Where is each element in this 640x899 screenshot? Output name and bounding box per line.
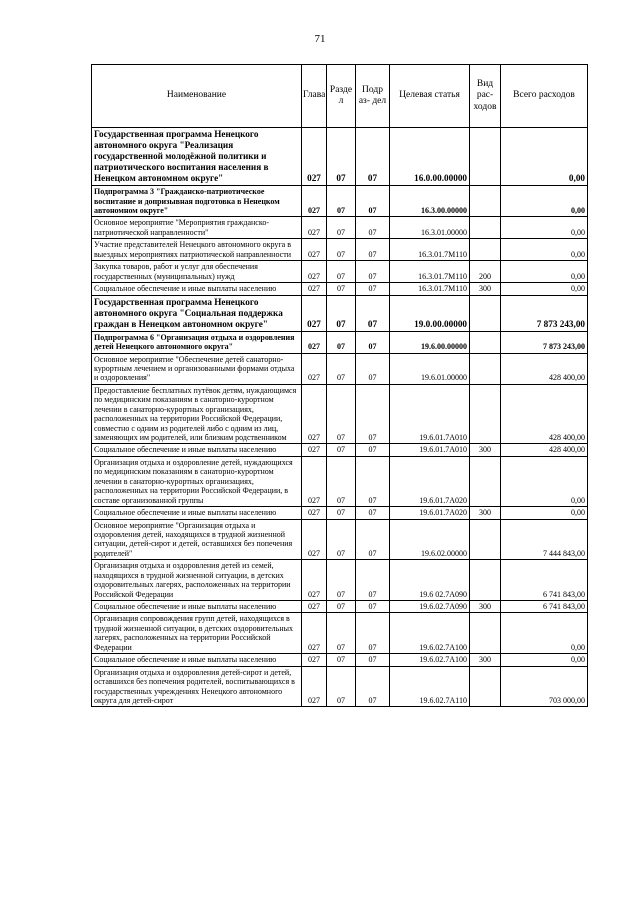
table-row — [92, 384, 588, 444]
row-name: Закупка товаров, работ и услуг для обеспечения государственных (муниципальных) нужд — [92, 261, 302, 283]
header-target-article: Целевая статья — [390, 65, 470, 128]
row-expense-type — [470, 331, 501, 353]
row-name: Социальное обеспечение и иные выплаты населению — [92, 283, 302, 295]
row-target-article: 19.6.01.00000 — [390, 353, 470, 384]
row-section: 07 — [327, 353, 356, 384]
row-name: Государственная программа Ненецкого автономного округа "Реализация государственной молодёжной политики и патриотического воспитания населения в Ненецком автономном округе" — [92, 128, 302, 186]
table-row — [92, 507, 588, 519]
table-row — [92, 519, 588, 560]
row-target-article: 19.6.02.00000 — [390, 519, 470, 560]
row-target-article: 19.6.02.7А090 — [390, 601, 470, 613]
row-subsection: 07 — [356, 186, 390, 217]
row-chapter: 027 — [302, 666, 327, 707]
row-section: 07 — [327, 384, 356, 444]
row-name: Основное мероприятие "Организация отдыха и оздоровления детей, находящихся в трудной жизненной ситуации, детей-сирот и детей, оставшихся без попечения родителей" — [92, 519, 302, 560]
table-row — [92, 331, 588, 353]
row-expense-type — [470, 456, 501, 506]
table-row — [92, 128, 588, 186]
row-subsection: 07 — [356, 456, 390, 506]
row-amount: 703 000,00 — [501, 666, 588, 707]
table-row — [92, 654, 588, 666]
row-target-article: 16.3.00.00000 — [390, 186, 470, 217]
row-expense-type — [470, 295, 501, 331]
row-section: 07 — [327, 654, 356, 666]
row-chapter: 027 — [302, 601, 327, 613]
row-amount: 0,00 — [501, 186, 588, 217]
row-expense-type — [470, 217, 501, 239]
row-name: Организация сопровождения групп детей, находящихся в трудной жизненной ситуации, в детских оздоровительных лагерях, расположенных на территории Российской Федерации — [92, 613, 302, 654]
row-name: Государственная программа Ненецкого автономного округа "Социальная поддержка граждан в Ненецком автономном округе" — [92, 295, 302, 331]
row-chapter: 027 — [302, 560, 327, 601]
row-chapter: 027 — [302, 295, 327, 331]
table-row — [92, 283, 588, 295]
row-subsection: 07 — [356, 331, 390, 353]
row-chapter: 027 — [302, 456, 327, 506]
row-name: Основное мероприятие "Мероприятия гражданско-патриотической направленности" — [92, 217, 302, 239]
row-target-article: 19.6.02.7А110 — [390, 666, 470, 707]
row-subsection: 07 — [356, 239, 390, 261]
row-amount: 428 400,00 — [501, 384, 588, 444]
row-section: 07 — [327, 186, 356, 217]
row-target-article: 16.3.01.7М110 — [390, 283, 470, 295]
table-header-row — [92, 65, 588, 128]
row-subsection: 07 — [356, 560, 390, 601]
row-section: 07 — [327, 519, 356, 560]
row-chapter: 027 — [302, 519, 327, 560]
row-target-article: 16.0.00.00000 — [390, 128, 470, 186]
row-target-article: 16.3.01.00000 — [390, 217, 470, 239]
row-target-article: 19.6 02.7А090 — [390, 560, 470, 601]
row-target-article: 19.6.02.7А100 — [390, 613, 470, 654]
table-row — [92, 613, 588, 654]
row-section: 07 — [327, 239, 356, 261]
row-target-article: 16.3.01.7М110 — [390, 261, 470, 283]
row-chapter: 027 — [302, 128, 327, 186]
row-target-article: 19.6.01.7А010 — [390, 384, 470, 444]
row-expense-type — [470, 384, 501, 444]
row-amount: 0,00 — [501, 128, 588, 186]
row-expense-type: 300 — [470, 444, 501, 456]
row-subsection: 07 — [356, 384, 390, 444]
row-amount: 0,00 — [501, 283, 588, 295]
row-chapter: 027 — [302, 217, 327, 239]
row-name: Основное мероприятие "Обеспечение детей санаторно-курортным лечением и организованными формами отдыха и оздоровления" — [92, 353, 302, 384]
row-subsection: 07 — [356, 666, 390, 707]
row-subsection: 07 — [356, 261, 390, 283]
row-amount: 7 873 243,00 — [501, 331, 588, 353]
row-section: 07 — [327, 613, 356, 654]
table-row — [92, 456, 588, 506]
header-total: Всего расходов — [501, 65, 588, 128]
row-subsection: 07 — [356, 295, 390, 331]
row-section: 07 — [327, 217, 356, 239]
row-section: 07 — [327, 261, 356, 283]
header-name: Наименование — [92, 65, 302, 128]
row-name: Организация отдыха и оздоровления детей из семей, находящихся в трудной жизненной ситуации, в детских оздоровительных лагерях, расположенных на территории Российской Федерации — [92, 560, 302, 601]
row-section: 07 — [327, 283, 356, 295]
row-expense-type — [470, 560, 501, 601]
row-name: Подпрограмма 3 "Гражданско-патриотическое воспитание и допризывная подготовка в Ненецком автономном округе" — [92, 186, 302, 217]
row-subsection: 07 — [356, 613, 390, 654]
row-name: Участие представителей Ненецкого автономного округа в выездных мероприятиях патриотической направленности — [92, 239, 302, 261]
row-expense-type: 300 — [470, 601, 501, 613]
table-row — [92, 261, 588, 283]
row-target-article: 19.0.00.00000 — [390, 295, 470, 331]
row-chapter: 027 — [302, 186, 327, 217]
row-name: Предоставление бесплатных путёвок детям, нуждающимся по медицинским показаниям в санаторно-курортном лечении в санаторно-курортных организациях, расположенных на территории Российской Федерации, совместно с одним из родителей либо с одним из лиц, заменяющих им родителей, или близким родственником — [92, 384, 302, 444]
row-amount: 428 400,00 — [501, 444, 588, 456]
row-chapter: 027 — [302, 384, 327, 444]
table-row — [92, 601, 588, 613]
header-subsection: Подр аз- дел — [356, 65, 390, 128]
row-section: 07 — [327, 295, 356, 331]
row-section: 07 — [327, 456, 356, 506]
row-expense-type — [470, 353, 501, 384]
budget-table — [91, 64, 588, 707]
row-chapter: 027 — [302, 261, 327, 283]
row-name: Организация отдыха и оздоровление детей, нуждающихся по медицинским показаниям в санаторно-курортном лечении в санаторно-курортных организациях, расположенных на территории Российской Федерации, в составе организованной группы — [92, 456, 302, 506]
row-amount: 0,00 — [501, 239, 588, 261]
row-expense-type: 300 — [470, 507, 501, 519]
row-section: 07 — [327, 128, 356, 186]
table-row — [92, 353, 588, 384]
row-target-article: 19.6.01.7А020 — [390, 456, 470, 506]
row-section: 07 — [327, 331, 356, 353]
row-target-article: 19.6.01.7А020 — [390, 507, 470, 519]
row-amount: 7 873 243,00 — [501, 295, 588, 331]
row-subsection: 07 — [356, 128, 390, 186]
row-amount: 6 741 843,00 — [501, 560, 588, 601]
row-chapter: 027 — [302, 613, 327, 654]
table-row — [92, 666, 588, 707]
row-subsection: 07 — [356, 283, 390, 295]
table-row — [92, 239, 588, 261]
table-row — [92, 186, 588, 217]
table-row — [92, 560, 588, 601]
row-expense-type: 300 — [470, 654, 501, 666]
row-amount: 428 400,00 — [501, 353, 588, 384]
row-target-article: 16.3.01.7М110 — [390, 239, 470, 261]
row-subsection: 07 — [356, 519, 390, 560]
row-amount: 0,00 — [501, 654, 588, 666]
row-section: 07 — [327, 601, 356, 613]
row-subsection: 07 — [356, 444, 390, 456]
row-amount: 0,00 — [501, 507, 588, 519]
row-chapter: 027 — [302, 444, 327, 456]
row-amount: 6 741 843,00 — [501, 601, 588, 613]
row-section: 07 — [327, 444, 356, 456]
row-expense-type — [470, 186, 501, 217]
table-body — [92, 128, 588, 707]
row-subsection: 07 — [356, 353, 390, 384]
row-subsection: 07 — [356, 601, 390, 613]
row-name: Организация отдыха и оздоровления детей-сирот и детей, оставшихся без попечения родителей, воспитывающихся в государственных учреждениях Ненецкого автономного округа для детей-сирот — [92, 666, 302, 707]
row-section: 07 — [327, 507, 356, 519]
row-chapter: 027 — [302, 331, 327, 353]
row-amount: 0,00 — [501, 456, 588, 506]
header-chapter: Глава — [302, 65, 327, 128]
row-subsection: 07 — [356, 654, 390, 666]
header-expense-type: Вид рас- ходов — [470, 65, 501, 128]
row-expense-type — [470, 519, 501, 560]
row-section: 07 — [327, 666, 356, 707]
row-name: Подпрограмма 6 "Организация отдыха и оздоровления детей Ненецкого автономного округа" — [92, 331, 302, 353]
row-name: Социальное обеспечение и иные выплаты населению — [92, 654, 302, 666]
row-expense-type — [470, 128, 501, 186]
row-expense-type: 200 — [470, 261, 501, 283]
row-amount: 0,00 — [501, 261, 588, 283]
row-section: 07 — [327, 560, 356, 601]
row-subsection: 07 — [356, 507, 390, 519]
row-expense-type — [470, 613, 501, 654]
row-target-article: 19.6.01.7А010 — [390, 444, 470, 456]
row-amount: 0,00 — [501, 613, 588, 654]
row-name: Социальное обеспечение и иные выплаты населению — [92, 601, 302, 613]
row-expense-type: 300 — [470, 283, 501, 295]
row-expense-type — [470, 239, 501, 261]
row-chapter: 027 — [302, 507, 327, 519]
row-target-article: 19.6.00.00000 — [390, 331, 470, 353]
row-amount: 7 444 843,00 — [501, 519, 588, 560]
page-number: 71 — [314, 33, 326, 45]
row-name: Социальное обеспечение и иные выплаты населению — [92, 444, 302, 456]
row-chapter: 027 — [302, 283, 327, 295]
row-chapter: 027 — [302, 353, 327, 384]
row-name: Социальное обеспечение и иные выплаты населению — [92, 507, 302, 519]
row-expense-type — [470, 666, 501, 707]
table-row — [92, 444, 588, 456]
header-section: Разде л — [327, 65, 356, 128]
table-row — [92, 295, 588, 331]
row-chapter: 027 — [302, 239, 327, 261]
table-row — [92, 217, 588, 239]
row-target-article: 19.6.02.7А100 — [390, 654, 470, 666]
row-chapter: 027 — [302, 654, 327, 666]
row-amount: 0,00 — [501, 217, 588, 239]
row-subsection: 07 — [356, 217, 390, 239]
